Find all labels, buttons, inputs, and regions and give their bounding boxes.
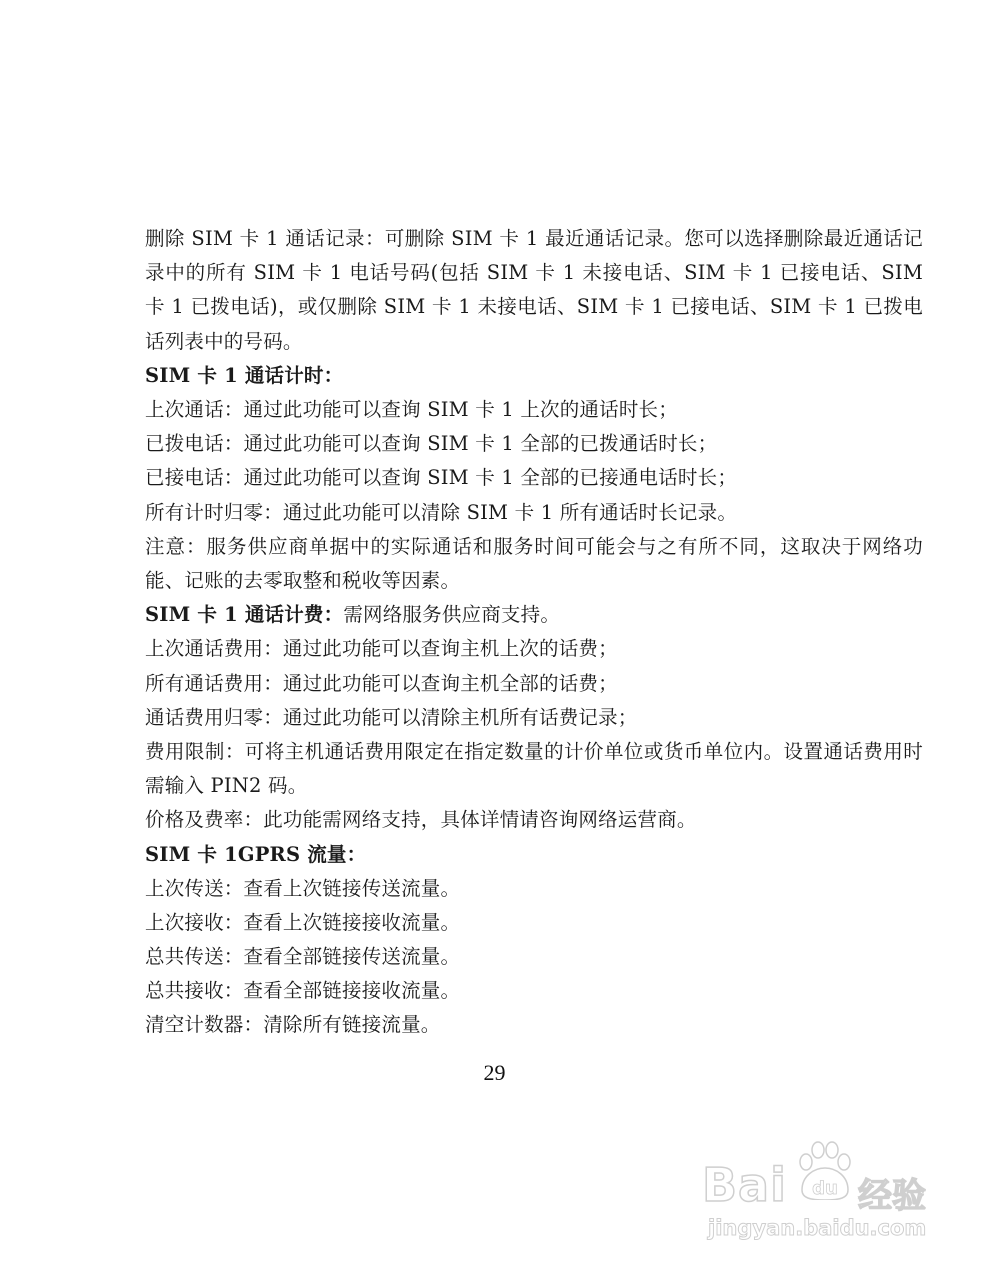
call-cost-item: 通话费用归零：通过此功能可以清除主机所有话费记录； (145, 705, 638, 729)
document-page (145, 222, 923, 1043)
gprs-item: 总共传送：查看全部链接传送流量。 (145, 945, 461, 969)
gprs-heading: SIM 卡 1GPRS 流量： (145, 842, 367, 866)
watermark-du: du (812, 1178, 838, 1199)
call-cost-rate: 价格及费率：此功能需网络支持，具体详情请咨询网络运营商。 (145, 808, 697, 832)
gprs-item: 总共接收：查看全部链接接收流量。 (145, 979, 461, 1003)
call-timer-heading: SIM 卡 1 通话计时： (145, 363, 344, 387)
paw-icon (794, 1140, 854, 1200)
call-timer-item: 已拨电话：通过此功能可以查询 SIM 卡 1 全部的已拨通话时长； (145, 432, 718, 456)
call-cost-heading-suffix: 需网络服务供应商支持。 (343, 603, 561, 627)
call-cost-heading: SIM 卡 1 通话计费： (145, 603, 344, 627)
call-timer-item: 上次通话：通过此功能可以查询 SIM 卡 1 上次的通话时长； (145, 398, 678, 421)
call-cost-limit: 费用限制：可将主机通话费用限定在指定数量的计价单位或货币单位内。设置通话费用时需输入 PIN2 码。 (145, 739, 923, 798)
watermark-logo-text: Bai (702, 1158, 787, 1212)
gprs-item: 清空计数器：清除所有链接流量。 (145, 1013, 441, 1037)
call-cost-item: 上次通话费用：通过此功能可以查询主机上次的话费； (145, 637, 618, 661)
watermark-url: jingyan.baidu.com (708, 1216, 927, 1240)
gprs-item: 上次传送：查看上次链接传送流量。 (145, 876, 461, 900)
call-timer-item: 所有计时归零：通过此功能可以清除 SIM 卡 1 所有通话时长记录。 (145, 500, 738, 524)
watermark-cn-text: 经验 (858, 1176, 926, 1216)
baidu-jingyan-watermark (702, 1132, 942, 1242)
call-cost-item: 所有通话费用：通过此功能可以查询主机全部的话费； (145, 671, 618, 695)
call-timer-item: 已接电话：通过此功能可以查询 SIM 卡 1 全部的已接通电话时长； (145, 466, 738, 490)
call-cost-heading-line (145, 598, 923, 632)
delete-call-log-paragraph: 删除 SIM 卡 1 通话记录：可删除 SIM 卡 1 最近通话记录。您可以选择删除最近通话记录中的所有 SIM 卡 1 电话号码(包括 SIM 卡 1 未接电话、SIM 卡 1 已接电话、SIM 卡 1 已拨电话)，或仅删除 SIM 卡 1 未接电话、SIM 卡 1 已接电话、SIM 卡 1 已拨电话列表中的号码。 (145, 227, 923, 353)
gprs-item: 上次接收：查看上次链接接收流量。 (145, 910, 461, 934)
page-number: 29 (483, 1060, 506, 1085)
call-timer-note: 注意：服务供应商单据中的实际通话和服务时间可能会与之有所不同，这取决于网络功能、记账的去零取整和税收等因素。 (145, 534, 923, 592)
